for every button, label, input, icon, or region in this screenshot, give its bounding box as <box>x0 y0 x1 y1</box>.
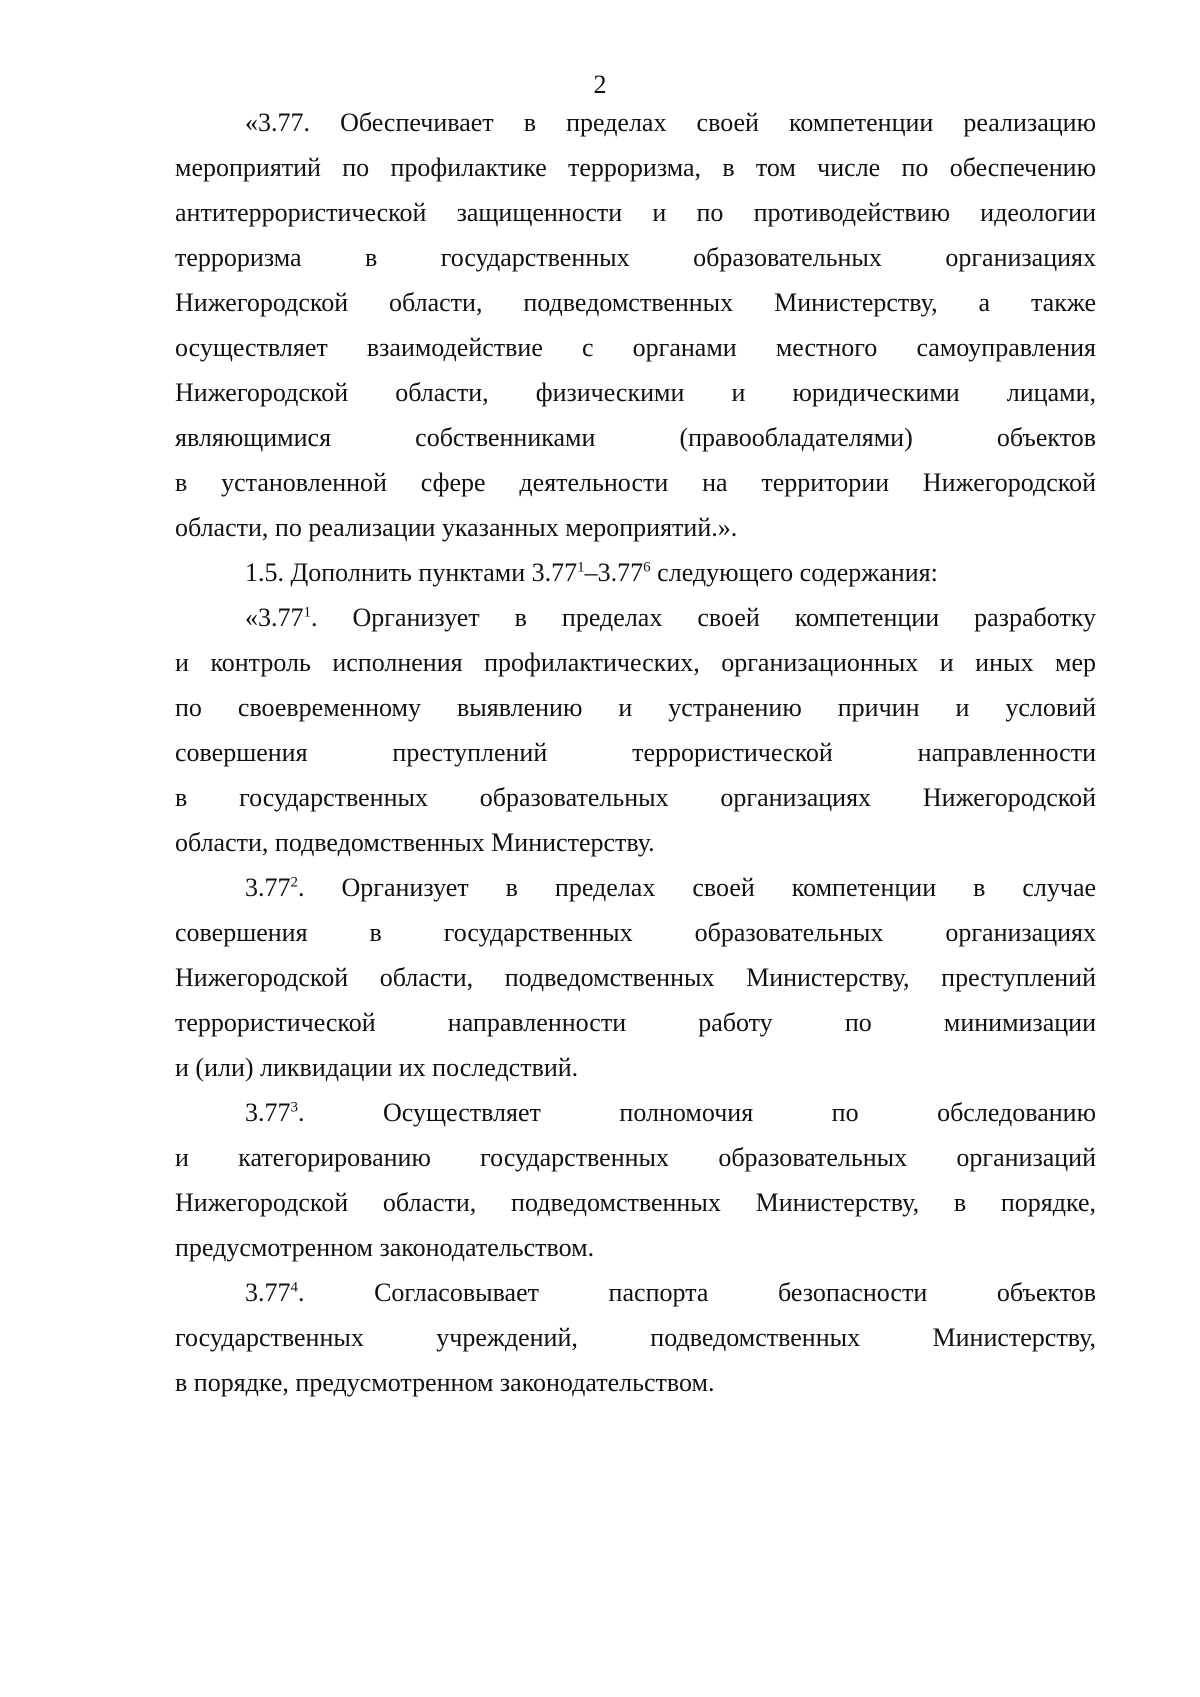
page-number: 2 <box>593 70 607 99</box>
text-line: «3.77$^1$. Организует в пределах своей компетенции разработку <box>245 603 1097 632</box>
text-line: и категорированию государственных образовательных организаций <box>175 1143 1096 1172</box>
text-line: по своевременному выявлению и устранению причин и условий <box>175 693 1096 722</box>
text-line: области, подведомственных Министерству. <box>175 828 655 857</box>
text-line: совершения в государственных образовательных организациях <box>175 918 1096 947</box>
text-line: в установленной сфере деятельности на территории Нижегородской <box>175 468 1096 497</box>
superscript: 1 <box>303 604 311 621</box>
text-line: антитеррористической защищенности и по противодействию идеологии <box>175 198 1096 227</box>
text-line: предусмотренном законодательством. <box>175 1233 595 1262</box>
superscript: 4 <box>290 1279 298 1296</box>
text-line: 3.77$^2$. Организует в пределах своей компетенции в случае <box>245 873 1097 902</box>
text-line: и контроль исполнения профилактических, организационных и иных мер <box>175 648 1096 677</box>
text-line: Нижегородской области, физическими и юридическими лицами, <box>175 378 1096 407</box>
superscript: 1 <box>577 559 585 576</box>
text-line: 3.77$^3$. Осуществляет полномочия по обследованию <box>245 1098 1097 1127</box>
text-line: мероприятий по профилактике терроризма, в том числе по обеспечению <box>175 153 1096 182</box>
text-line: Нижегородской области, подведомственных Министерству, преступлений <box>175 963 1096 992</box>
text-line: 1.5. Дополнить пунктами 3.77$^1$–3.77$^6$ следующего содержания: <box>245 558 938 587</box>
text-line: являющимися собственниками (правообладателями) объектов <box>175 423 1096 452</box>
text-line: совершения преступлений террористической направленности <box>175 738 1096 767</box>
text-line: в государственных образовательных организациях Нижегородской <box>175 783 1096 812</box>
text-line: области, по реализации указанных мероприятий.». <box>175 513 738 542</box>
text-line: «3.77. Обеспечивает в пределах своей компетенции реализацию <box>245 108 1096 137</box>
superscript: 6 <box>643 559 651 576</box>
text-line: государственных учреждений, подведомственных Министерству, <box>175 1323 1096 1352</box>
text-line: 3.77$^4$. Согласовывает паспорта безопасности объектов <box>245 1278 1097 1307</box>
superscript: 3 <box>290 1099 298 1116</box>
text-line: осуществляет взаимодействие с органами местного самоуправления <box>175 333 1096 362</box>
text-line: Нижегородской области, подведомственных Министерству, в порядке, <box>175 1188 1096 1217</box>
text-line: терроризма в государственных образовательных организациях <box>175 243 1096 272</box>
text-line: террористической направленности работу по минимизации <box>175 1008 1096 1037</box>
text-line: и (или) ликвидации их последствий. <box>175 1053 579 1082</box>
text-line: в порядке, предусмотренном законодательством. <box>175 1368 715 1397</box>
text-line: Нижегородской области, подведомственных Министерству, а также <box>175 288 1096 317</box>
superscript: 2 <box>290 874 298 891</box>
